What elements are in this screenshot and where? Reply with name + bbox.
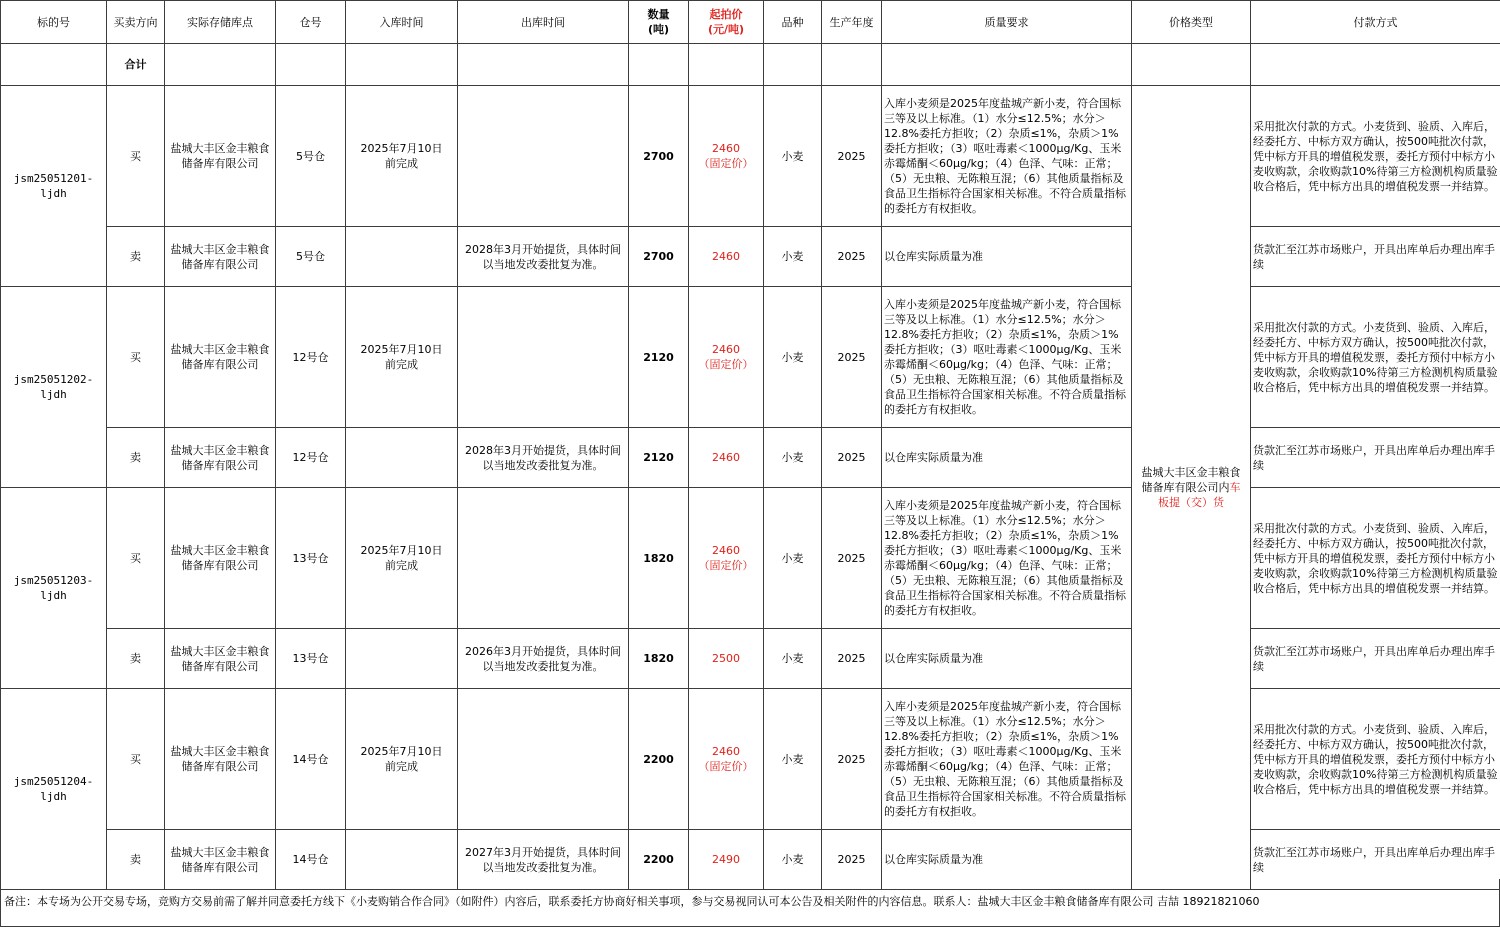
payment-cell: 货款汇至江苏市场账户，开具出库单后办理出库手续 — [1251, 428, 1500, 488]
in-time-line1: 2025年7月10日 — [360, 745, 443, 758]
total-cell-empty — [165, 44, 276, 86]
storage-cell — [165, 629, 276, 689]
variety-cell: 小麦 — [764, 287, 822, 428]
in-time-line2: 前完成 — [385, 559, 418, 572]
header-quantity — [629, 1, 689, 44]
header-variety: 品种 — [764, 1, 822, 44]
storage-line2: 储备库有限公司 — [181, 157, 259, 170]
header-direction: 买卖方向 — [107, 1, 165, 44]
direction-cell: 卖 — [107, 428, 165, 488]
price-value: 2460 — [712, 343, 740, 356]
remark-note: 备注：本专场为公开交易专场，竞购方交易前需了解并同意委托方线下《小麦购销合作合同》（如附件）内容后，联系委托方协商好相关事项，参与交易视同认可本公告及相关附件的内容信息。联系人：盐城大丰区金丰粮食储备库有限公司 吉喆 18921821060 — [0, 879, 1500, 927]
table-row-sell — [1, 428, 1500, 488]
storage-cell — [165, 689, 276, 830]
price-value: 2460 — [712, 745, 740, 758]
warehouse-cell: 12号仓 — [276, 428, 346, 488]
price-type-line3: 板提（交）货 — [1158, 496, 1224, 509]
out-time-cell — [458, 629, 629, 689]
lots-body — [1, 86, 1500, 890]
price-note: （固定价） — [698, 358, 754, 371]
quantity-cell: 2120 — [629, 287, 689, 428]
total-cell-empty — [458, 44, 629, 86]
storage-line1: 盐城大丰区金丰粮食 — [170, 142, 270, 155]
in-time-line1: 2025年7月10日 — [360, 142, 443, 155]
storage-line2: 储备库有限公司 — [181, 760, 259, 773]
storage-line2: 储备库有限公司 — [181, 659, 259, 673]
total-cell-empty — [1, 44, 107, 86]
quantity-cell: 1820 — [629, 488, 689, 629]
price-type-line2-red: 车 — [1229, 481, 1241, 494]
total-cell-empty — [882, 44, 1132, 86]
storage-line1: 盐城大丰区金丰粮食 — [170, 644, 270, 658]
quantity-cell: 2200 — [629, 830, 689, 890]
payment-cell: 采用批次付款的方式。小麦货到、验质、入库后，经委托方、中标方双方确认，按500吨批次付款，凭中标方开具的增值税发票，委托方预付中标方小麦收购款，余收购款10%待第三方检测机构质量验收合格后，凭中标方出具的增值税发票一并结算。 — [1251, 488, 1500, 629]
out-time-line2: 以当地发改委批复为准。 — [482, 659, 604, 673]
in-time-cell — [346, 227, 458, 287]
year-cell: 2025 — [822, 227, 882, 287]
direction-cell: 买 — [107, 86, 165, 227]
year-cell: 2025 — [822, 689, 882, 830]
total-cell-empty — [822, 44, 882, 86]
out-time-cell — [458, 488, 629, 629]
storage-line2: 储备库有限公司 — [181, 458, 259, 472]
payment-cell: 采用批次付款的方式。小麦货到、验质、入库后，经委托方、中标方双方确认，按500吨批次付款，凭中标方开具的增值税发票，委托方预付中标方小麦收购款，余收购款10%待第三方检测机构质量验收合格后，凭中标方出具的增值税发票一并结算。 — [1251, 86, 1500, 227]
year-cell: 2025 — [822, 428, 882, 488]
in-time-line2: 前完成 — [385, 760, 418, 773]
price-note: （固定价） — [698, 760, 754, 773]
storage-line2: 储备库有限公司 — [181, 358, 259, 371]
lot-number: jsm25051203-ljdh — [1, 488, 107, 689]
price-cell — [689, 287, 764, 428]
out-time-cell — [458, 287, 629, 428]
warehouse-cell: 12号仓 — [276, 287, 346, 428]
total-row — [1, 44, 1500, 86]
variety-cell: 小麦 — [764, 428, 822, 488]
price-type-line1: 盐城大丰区金丰粮食 — [1141, 466, 1241, 479]
in-time-line2: 前完成 — [385, 157, 418, 170]
out-time-cell — [458, 689, 629, 830]
direction-cell: 卖 — [107, 227, 165, 287]
payment-cell: 货款汇至江苏市场账户，开具出库单后办理出库手续 — [1251, 227, 1500, 287]
quality-cell: 入库小麦须是2025年度盐城产新小麦，符合国标三等及以上标准。（1）水分≤12.5%；水分＞12.8%委托方拒收；（2）杂质≤1%，杂质＞1%委托方拒收；（3）呕吐毒素＜1000μg/Kg、玉米赤霉烯酮＜60μg/kg；（4）色泽、气味：正常；（5）无虫粮、无陈粮互混；（6）其他质量指标及食品卫生指标符合国家相关标准。不符合质量指标的委托方有权拒收。 — [882, 488, 1132, 629]
out-time-line2: 以当地发改委批复为准。 — [482, 860, 604, 874]
total-cell-empty — [1251, 44, 1500, 86]
direction-cell: 买 — [107, 689, 165, 830]
in-time-cell — [346, 428, 458, 488]
year-cell: 2025 — [822, 629, 882, 689]
price-note: （固定价） — [698, 157, 754, 170]
quantity-cell: 2200 — [629, 689, 689, 830]
direction-cell: 买 — [107, 488, 165, 629]
storage-cell — [165, 287, 276, 428]
storage-cell — [165, 488, 276, 629]
quality-cell: 以仓库实际质量为准 — [882, 428, 1132, 488]
header-lot-no: 标的号 — [1, 1, 107, 44]
out-time-line1: 2026年3月开始提货，具体时间 — [465, 644, 621, 658]
price-type-line2: 储备库有限公司内 — [1141, 481, 1230, 494]
quantity-cell: 2120 — [629, 428, 689, 488]
in-time-cell — [346, 86, 458, 227]
header-quantity-line2: (吨) — [647, 23, 670, 36]
price-cell: 2490 — [689, 830, 764, 890]
out-time-cell — [458, 227, 629, 287]
price-cell: 2500 — [689, 629, 764, 689]
direction-cell: 卖 — [107, 830, 165, 890]
out-time-line2: 以当地发改委批复为准。 — [482, 257, 604, 271]
storage-cell — [165, 428, 276, 488]
variety-cell: 小麦 — [764, 830, 822, 890]
warehouse-cell: 5号仓 — [276, 227, 346, 287]
out-time-line1: 2028年3月开始提货，具体时间 — [465, 242, 621, 256]
storage-line2: 储备库有限公司 — [181, 860, 259, 874]
in-time-cell — [346, 488, 458, 629]
price-type-cell — [1132, 86, 1251, 890]
header-in-time: 入库时间 — [346, 1, 458, 44]
header-warehouse: 仓号 — [276, 1, 346, 44]
quality-cell: 以仓库实际质量为准 — [882, 830, 1132, 890]
storage-line1: 盐城大丰区金丰粮食 — [170, 242, 270, 256]
quality-cell: 以仓库实际质量为准 — [882, 629, 1132, 689]
warehouse-cell: 13号仓 — [276, 488, 346, 629]
year-cell: 2025 — [822, 86, 882, 227]
lot-number: jsm25051204-ljdh — [1, 689, 107, 890]
table-row-sell — [1, 629, 1500, 689]
in-time-cell — [346, 287, 458, 428]
total-cell-empty — [689, 44, 764, 86]
in-time-cell — [346, 689, 458, 830]
quantity-cell: 2700 — [629, 86, 689, 227]
storage-line1: 盐城大丰区金丰粮食 — [170, 443, 270, 457]
in-time-line1: 2025年7月10日 — [360, 343, 443, 356]
direction-cell: 卖 — [107, 629, 165, 689]
quality-cell: 入库小麦须是2025年度盐城产新小麦，符合国标三等及以上标准。（1）水分≤12.5%；水分＞12.8%委托方拒收；（2）杂质≤1%，杂质＞1%委托方拒收；（3）呕吐毒素＜1000μg/Kg、玉米赤霉烯酮＜60μg/kg；（4）色泽、气味：正常；（5）无虫粮、无陈粮互混；（6）其他质量指标及食品卫生指标符合国家相关标准。不符合质量指标的委托方有权拒收。 — [882, 689, 1132, 830]
out-time-line1: 2027年3月开始提货，具体时间 — [465, 845, 621, 859]
lot-number: jsm25051201-ljdh — [1, 86, 107, 287]
header-price-line2: (元/吨) — [707, 23, 745, 36]
price-cell — [689, 488, 764, 629]
storage-line1: 盐城大丰区金丰粮食 — [170, 845, 270, 859]
header-quantity-line1: 数量 — [647, 8, 670, 21]
quantity-cell: 1820 — [629, 629, 689, 689]
price-cell: 2460 — [689, 428, 764, 488]
variety-cell: 小麦 — [764, 488, 822, 629]
quality-cell: 入库小麦须是2025年度盐城产新小麦，符合国标三等及以上标准。（1）水分≤12.5%；水分＞12.8%委托方拒收；（2）杂质≤1%，杂质＞1%委托方拒收；（3）呕吐毒素＜1000μg/Kg、玉米赤霉烯酮＜60μg/kg；（4）色泽、气味：正常；（5）无虫粮、无陈粮互混；（6）其他质量指标及食品卫生指标符合国家相关标准。不符合质量指标的委托方有权拒收。 — [882, 86, 1132, 227]
storage-line1: 盐城大丰区金丰粮食 — [170, 343, 270, 356]
header-row — [1, 1, 1500, 44]
price-value: 2460 — [712, 142, 740, 155]
header-payment: 付款方式 — [1251, 1, 1500, 44]
storage-line1: 盐城大丰区金丰粮食 — [170, 544, 270, 557]
out-time-cell — [458, 428, 629, 488]
out-time-cell — [458, 86, 629, 227]
lot-number: jsm25051202-ljdh — [1, 287, 107, 488]
header-quality: 质量要求 — [882, 1, 1132, 44]
header-out-time: 出库时间 — [458, 1, 629, 44]
header-price-line1: 起拍价 — [709, 8, 743, 21]
year-cell: 2025 — [822, 287, 882, 428]
in-time-line2: 前完成 — [385, 358, 418, 371]
price-value: 2460 — [712, 544, 740, 557]
payment-cell: 采用批次付款的方式。小麦货到、验质、入库后，经委托方、中标方双方确认，按500吨批次付款，凭中标方开具的增值税发票，委托方预付中标方小麦收购款，余收购款10%待第三方检测机构质量验收合格后，凭中标方出具的增值税发票一并结算。 — [1251, 689, 1500, 830]
warehouse-cell: 14号仓 — [276, 689, 346, 830]
variety-cell: 小麦 — [764, 689, 822, 830]
warehouse-cell: 14号仓 — [276, 830, 346, 890]
price-cell — [689, 86, 764, 227]
in-time-cell — [346, 629, 458, 689]
table-row-buy — [1, 287, 1500, 428]
variety-cell: 小麦 — [764, 86, 822, 227]
payment-cell: 货款汇至江苏市场账户，开具出库单后办理出库手续 — [1251, 830, 1500, 890]
total-cell-empty — [346, 44, 458, 86]
price-cell — [689, 689, 764, 830]
table-row-buy — [1, 488, 1500, 629]
warehouse-cell: 13号仓 — [276, 629, 346, 689]
direction-cell: 买 — [107, 287, 165, 428]
storage-cell — [165, 227, 276, 287]
payment-cell: 货款汇至江苏市场账户，开具出库单后办理出库手续 — [1251, 629, 1500, 689]
total-cell-empty — [1132, 44, 1251, 86]
total-cell-empty — [764, 44, 822, 86]
header-price — [689, 1, 764, 44]
total-label: 合计 — [107, 44, 165, 86]
table-row-sell — [1, 227, 1500, 287]
quality-cell: 以仓库实际质量为准 — [882, 227, 1132, 287]
warehouse-cell: 5号仓 — [276, 86, 346, 227]
variety-cell: 小麦 — [764, 227, 822, 287]
price-note: （固定价） — [698, 559, 754, 572]
quality-cell: 入库小麦须是2025年度盐城产新小麦，符合国标三等及以上标准。（1）水分≤12.5%；水分＞12.8%委托方拒收；（2）杂质≤1%，杂质＞1%委托方拒收；（3）呕吐毒素＜1000μg/Kg、玉米赤霉烯酮＜60μg/kg；（4）色泽、气味：正常；（5）无虫粮、无陈粮互混；（6）其他质量指标及食品卫生指标符合国家相关标准。不符合质量指标的委托方有权拒收。 — [882, 287, 1132, 428]
year-cell: 2025 — [822, 830, 882, 890]
variety-cell: 小麦 — [764, 629, 822, 689]
header-year: 生产年度 — [822, 1, 882, 44]
year-cell: 2025 — [822, 488, 882, 629]
in-time-line1: 2025年7月10日 — [360, 544, 443, 557]
quantity-cell: 2700 — [629, 227, 689, 287]
table-row-buy — [1, 689, 1500, 830]
table-row-buy — [1, 86, 1500, 227]
out-time-line2: 以当地发改委批复为准。 — [482, 458, 604, 472]
total-cell-empty — [629, 44, 689, 86]
price-cell: 2460 — [689, 227, 764, 287]
total-cell-empty — [276, 44, 346, 86]
storage-line2: 储备库有限公司 — [181, 559, 259, 572]
storage-line2: 储备库有限公司 — [181, 257, 259, 271]
header-storage: 实际存储库点 — [165, 1, 276, 44]
storage-cell — [165, 86, 276, 227]
out-time-line1: 2028年3月开始提货，具体时间 — [465, 443, 621, 457]
payment-cell: 采用批次付款的方式。小麦货到、验质、入库后，经委托方、中标方双方确认，按500吨批次付款，凭中标方开具的增值税发票，委托方预付中标方小麦收购款，余收购款10%待第三方检测机构质量验收合格后，凭中标方出具的增值税发票一并结算。 — [1251, 287, 1500, 428]
storage-line1: 盐城大丰区金丰粮食 — [170, 745, 270, 758]
header-price-type: 价格类型 — [1132, 1, 1251, 44]
